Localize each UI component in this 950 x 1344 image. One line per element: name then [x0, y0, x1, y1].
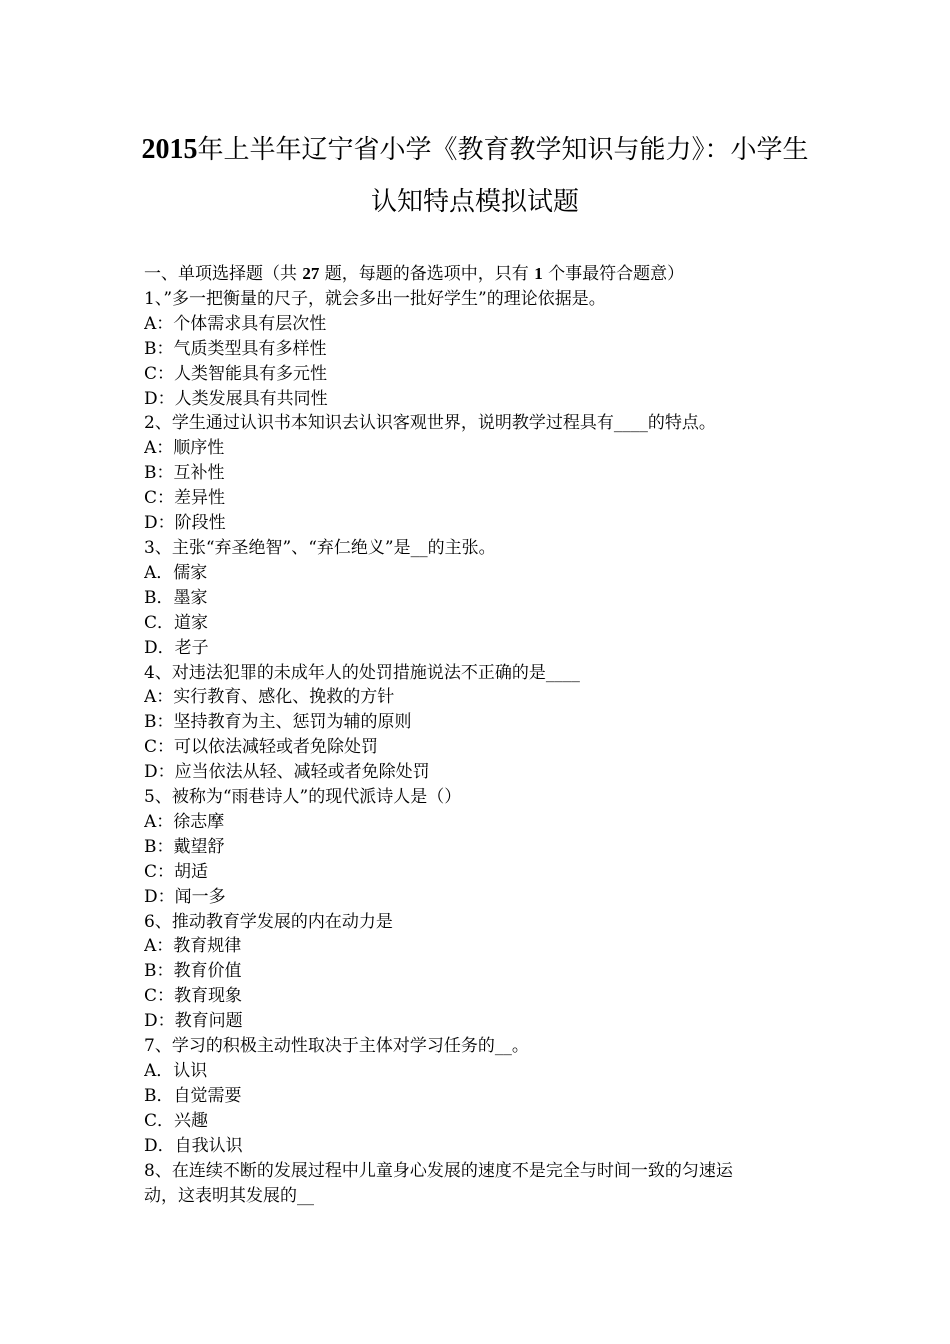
answer-option: D：闻一多 [144, 886, 226, 907]
question-stem: 3、主张“弃圣绝智”、“弃仁绝义”是__的主张。 [144, 537, 496, 558]
answer-option: C：差异性 [144, 488, 226, 509]
answer-option: B：互补性 [144, 463, 225, 484]
answer-option: B．墨家 [144, 587, 208, 608]
question-count: 27 [302, 264, 320, 283]
answer-option: C：教育现象 [144, 986, 243, 1007]
answer-option: B：气质类型具有多样性 [144, 338, 327, 359]
answer-option: D：教育问题 [144, 1011, 243, 1032]
question-stem: 2、学生通过认识书本知识去认识客观世界，说明教学过程具有____的特点。 [144, 413, 716, 434]
document-title-line-1 [60, 134, 890, 166]
answer-option: B：教育价值 [144, 961, 242, 982]
answer-option: B．自觉需要 [144, 1085, 242, 1106]
answer-option: A：顺序性 [144, 438, 225, 459]
answer-option: D：应当依法从轻、减轻或者免除处罚 [144, 762, 430, 783]
question-list [144, 262, 814, 1208]
answer-option: C：胡适 [144, 861, 209, 882]
answer-option: A．儒家 [144, 562, 208, 583]
answer-option: A．认识 [144, 1061, 208, 1081]
section-header: 一、单项选择题（共 27 题，每题的备选项中，只有 1 个事最符合题意） [144, 264, 685, 284]
answer-option: B：戴望舒 [144, 836, 225, 857]
answer-option: C．兴趣 [144, 1110, 209, 1131]
correct-count: 1 [534, 264, 543, 283]
answer-option: C．道家 [144, 612, 209, 633]
answer-option: D：人类发展具有共同性 [144, 388, 328, 409]
question-stem: 8、在连续不断的发展过程中儿童身心发展的速度不是完全与时间一致的匀速运 [144, 1160, 733, 1181]
question-stem-continued: 动，这表明其发展的__ [144, 1185, 314, 1206]
question-stem: 4、对违法犯罪的未成年人的处罚措施说法不正确的是____ [144, 662, 580, 683]
question-stem: 6、推动教育学发展的内在动力是 [144, 911, 393, 932]
answer-option: A：教育规律 [144, 936, 242, 957]
question-stem: 7、学习的积极主动性取决于主体对学习任务的__。 [144, 1036, 529, 1057]
answer-option: A：徐志摩 [144, 811, 225, 832]
title-year: 2015 [141, 134, 198, 165]
question-stem: 1、”多一把衡量的尺子，就会多出一批好学生”的理论依据是。 [144, 288, 606, 309]
document-title-line-2: 认知特点模拟试题 [370, 187, 579, 217]
answer-option: A：实行教育、感化、挽救的方针 [144, 687, 395, 708]
answer-option: A：个体需求具有层次性 [144, 313, 327, 334]
title-text: 年上半年辽宁省小学《教育教学知识与能力》：小学生 [197, 135, 809, 165]
question-stem: 5、被称为“雨巷诗人”的现代派诗人是（） [144, 787, 462, 808]
answer-option: C：人类智能具有多元性 [144, 363, 328, 384]
answer-option: B：坚持教育为主、惩罚为辅的原则 [144, 712, 412, 733]
answer-option: D．老子 [144, 637, 209, 658]
answer-option: D．自我认识 [144, 1135, 243, 1156]
answer-option: C：可以依法减轻或者免除处罚 [144, 737, 379, 758]
answer-option: D：阶段性 [144, 513, 226, 534]
